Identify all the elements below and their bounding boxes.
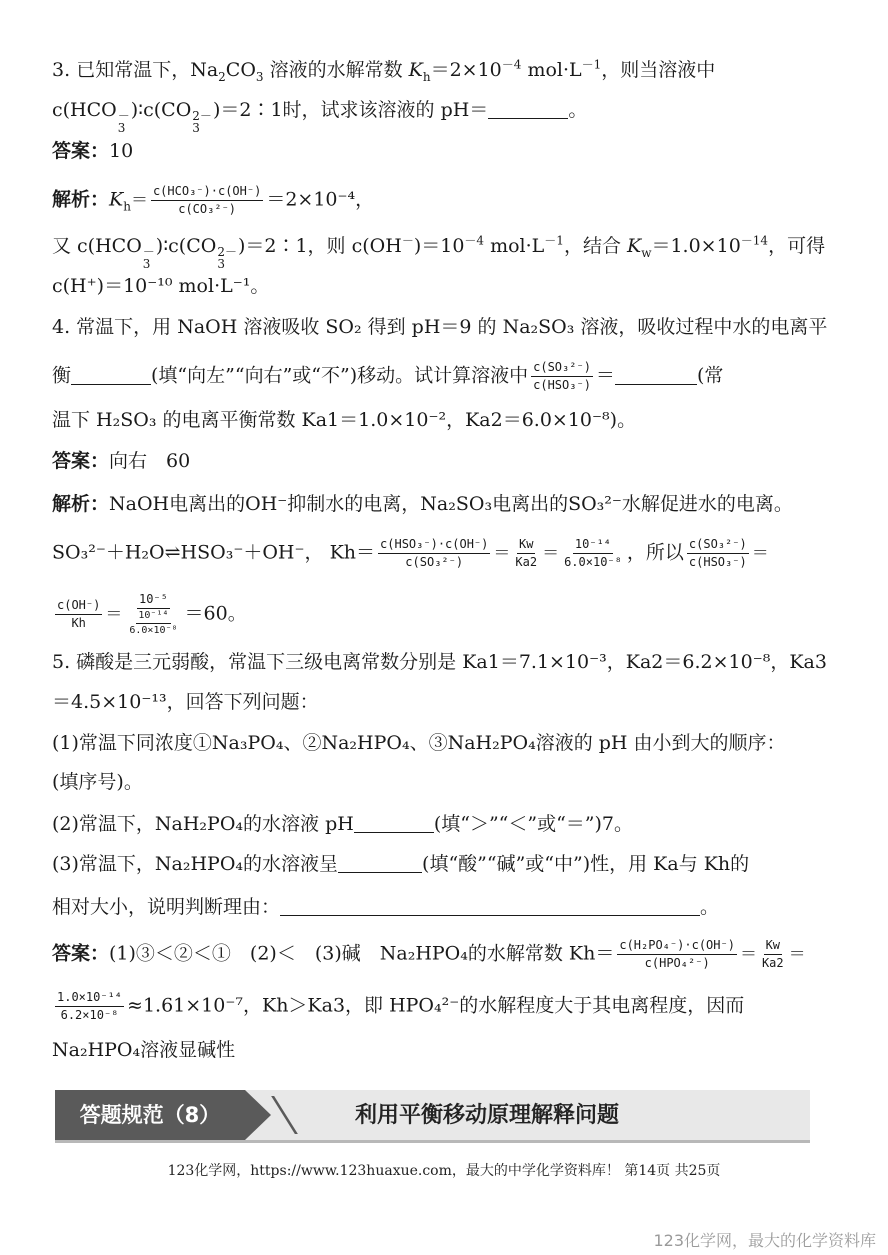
q4-line-2: 衡 (填“向左”“向右”或“不”)移动。试计算溶液中 $\frac{\text{c(SO₃²⁻)}}{\text{c(HSO₃⁻)}}$ ＝ (常 [52,360,724,392]
q3-answer: 答案：10 [52,140,134,162]
fraction: $\frac{\text{c(HCO₃⁻)·c(OH⁻)}}{\text{c(CO₃²⁻)}}$ [152,184,262,216]
q5-answer-3: Na₂HPO₄溶液显碱性 [52,1039,236,1061]
fraction: $\frac{\text{10⁻¹⁴}}{\text{6.0×10⁻⁸}}$ [564,537,622,569]
answer-blank[interactable] [354,812,434,833]
fraction: $\frac{\text{c(H₂PO₄⁻)·c(OH⁻)}}{\text{c(HPO₄²⁻)}}$ [619,938,735,970]
q3-analysis-1: 解析：$K_h=$ $\frac{\text{c(HCO₃⁻)·c(OH⁻)}}{\text{c(CO₃²⁻)}}$ ＝2×10⁻⁴， [52,184,375,216]
q5-line-3: (1)常温下同浓度①Na₃PO₄、②Na₂HPO₄、③NaH₂PO₄溶液的 pH 由小到大的顺序： [52,732,786,754]
q4-line-1: 4. 常温下，用 NaOH 溶液吸收 SO₂ 得到 pH＝9 的 Na₂SO₃ 溶液，吸收过程中水的电离平 [52,316,828,338]
section-title: 利用平衡移动原理解释问题 [355,1102,620,1128]
q4-analysis-3: $\frac{c(OH^-)}{Kh}$ ＝ $\frac{\text{10⁻⁵}}{\frac{\text{10⁻¹⁴}}{\text{6.0×10⁻⁸}}}$ ＝60。 [57,592,247,636]
fraction: $\frac{\text{10⁻⁵}}{\frac{\text{10⁻¹⁴}}{\text{6.0×10⁻⁸}}}$ [129,592,178,636]
fraction: $\frac{\text{c(SO₃²⁻)}}{\text{c(HSO₃⁻)}}$ [688,537,747,569]
answer-blank[interactable] [71,364,151,385]
fraction: $\frac{c(OH^-)}{Kh}$ [57,598,101,630]
answer-blank[interactable] [488,98,568,119]
answer-blank[interactable] [615,364,697,385]
q5-line-6: (3)常温下，Na₂HPO₄的水溶液呈 (填“酸”“碱”或“中”)性，用 Ka与 Kh的 [52,853,750,875]
fraction: $\frac{Kw}{Ka2}$ [761,938,784,970]
q4-line-3: 温下 H₂SO₃ 的电离平衡常数 Ka1＝1.0×10⁻²，Ka2＝6.0×10⁻⁸)。 [52,409,637,431]
q5-answer-2: $\frac{\text{1.0×10⁻¹⁴}}{\text{6.2×10⁻⁸}}$ ≈1.61×10⁻⁷，Kh＞Ka3，即 HPO₄²⁻的水解程度大于其电离程度，因而 [57,990,745,1022]
answer-blank[interactable] [338,852,422,873]
q5-line-1: 5. 磷酸是三元弱酸，常温下三级电离常数分别是 Ka1＝7.1×10⁻³，Ka2＝6.2×10⁻⁸，Ka3 [52,651,827,673]
fraction: $\frac{\text{c(SO₃²⁻)}}{\text{c(HSO₃⁻)}}$ [533,360,591,392]
q5-line-7: 相对大小，说明判断理由： 。 [52,896,720,918]
watermark: 123化学网，最大的化学资料库 [653,1231,876,1250]
fraction: $\frac{Kw}{Ka2}$ [515,537,538,569]
section-tag: 答题规范（8） [55,1090,245,1140]
page-footer: 123化学网，https://www.123huaxue.com，最大的中学化学资料库！ 第14页 共25页 [167,1163,721,1179]
q3-line-2: c(HCO － 3 )∶c(CO 2－ 3 )＝2∶1时，试求该溶液的 pH＝ 。 [52,99,588,135]
q5-line-2: ＝4.5×10⁻¹³，回答下列问题： [52,691,319,713]
fraction: $\frac{\text{1.0×10⁻¹⁴}}{\text{6.2×10⁻⁸}}$ [57,990,123,1022]
q4-analysis-1: 解析：NaOH电离出的OH⁻抑制水的电离，Na₂SO₃电离出的SO₃²⁻水解促进水的电离。 [52,493,793,515]
q4-analysis-2: SO₃²⁻＋H₂O⇌HSO₃⁻＋OH⁻， Kh＝ $\frac{\text{c(HSO₃⁻)·c(OH⁻)}}{\text{c(SO₃²⁻)}}$ ＝ $\frac{Kw}{Ka2}$ ＝ $\frac{\text{10⁻¹⁴}}{\text{6.0×10⁻⁸}}$ ，所以 $\frac{\text{c(SO₃²⁻)}}{\text{c(HSO₃⁻)}}$ ＝ [52,537,769,569]
nested-fraction: $\frac{\text{10⁻¹⁴}}{\text{6.0×10⁻⁸}}$ [129,610,178,636]
fraction: $\frac{\text{c(HSO₃⁻)·c(OH⁻)}}{\text{c(SO₃²⁻)}}$ [380,537,489,569]
q3-line-1: 3. 已知常温下，$Na_2CO_3$ 溶液的水解常数 $K_h=2\times 10^{-4}$ $mol\cdot L^{-1}$，则当溶液中 [52,57,716,84]
q5-answer-1: 答案：(1)③＜②＜① (2)＜ (3)碱 Na₂HPO₄的水解常数 Kh＝ $\frac{\text{c(H₂PO₄⁻)·c(OH⁻)}}{\text{c(HPO₄²⁻)}}$ ＝ $\frac{Kw}{Ka2}$ ＝ [52,938,806,970]
q3-analysis-2: 又 c(HCO － 3 )∶c(CO 2－ 3 )＝2∶1，则 $c(OH^-)=10^{-4}$ $mol\cdot L^{-1}$，结合 $K_w=1.0\times 10^{-14}$，可得 [52,233,826,271]
section-banner [55,1090,810,1143]
q5-line-4: (填序号)。 [52,771,143,793]
q5-line-5: (2)常温下，NaH₂PO₄的水溶液 pH (填“＞”“＜”或“＝”)7。 [52,813,634,835]
q3-number: 3. [52,59,71,81]
q4-answer: 答案：向右 60 [52,450,191,472]
q3-analysis-3: c(H⁺)＝10⁻¹⁰ mol·L⁻¹。 [52,275,270,297]
answer-blank[interactable] [280,895,700,916]
